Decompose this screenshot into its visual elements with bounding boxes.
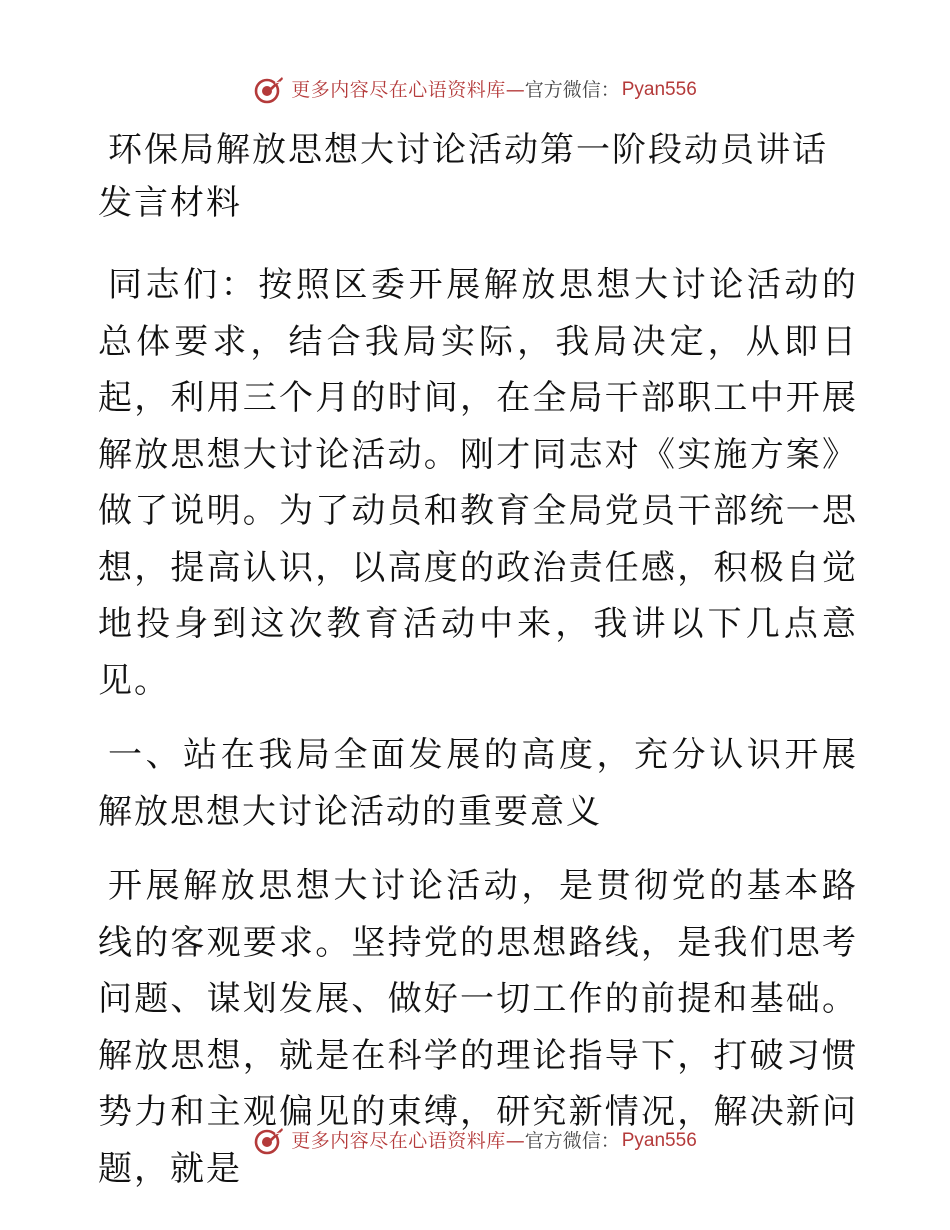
document-body: [98, 124, 858, 1197]
quill-pen-logo-icon: [253, 1125, 285, 1157]
watermark-main-text: 更多内容尽在心语资料库: [291, 1130, 506, 1152]
watermark-header: [0, 74, 950, 106]
watermark-footer: [0, 1125, 950, 1157]
watermark-wechat-id: Pyan556: [621, 1130, 697, 1151]
paragraph-section-1: 开展解放思想大讨论活动，是贯彻党的基本路线的客观要求。坚持党的思想路线，是我们思考问题、谋划发展、做好一切工作的前提和基础。解放思想，就是在科学的理论指导下，打破习惯势力和主观偏见的束缚，研究新情况，解决新问题，就是: [98, 866, 858, 1189]
paragraph-intro: 同志们：按照区委开展解放思想大讨论活动的总体要求，结合我局实际，我局决定，从即日起，利用三个月的时间，在全局干部职工中开展解放思想大讨论活动。刚才同志对《实施方案》做了说明。为了动员和教育全局党员干部统一思想，提高认识，以高度的政治责任感，积极自觉地投身到这次教育活动中来，我讲以下几点意见。: [98, 265, 858, 701]
section-heading-1: 一、站在我局全面发展的高度，充分认识开展解放思想大讨论活动的重要意义: [98, 735, 858, 832]
watermark-main-text: 更多内容尽在心语资料库: [291, 79, 506, 101]
watermark-dash: —: [505, 1130, 525, 1152]
watermark-label: 官方微信：: [524, 79, 620, 101]
quill-pen-logo-icon: [253, 74, 285, 106]
document-title: 环保局解放思想大讨论活动第一阶段动员讲话发言材料: [98, 130, 828, 223]
watermark-dash: —: [505, 79, 525, 101]
watermark-wechat-id: Pyan556: [621, 79, 697, 100]
watermark-label: 官方微信：: [524, 1130, 620, 1152]
